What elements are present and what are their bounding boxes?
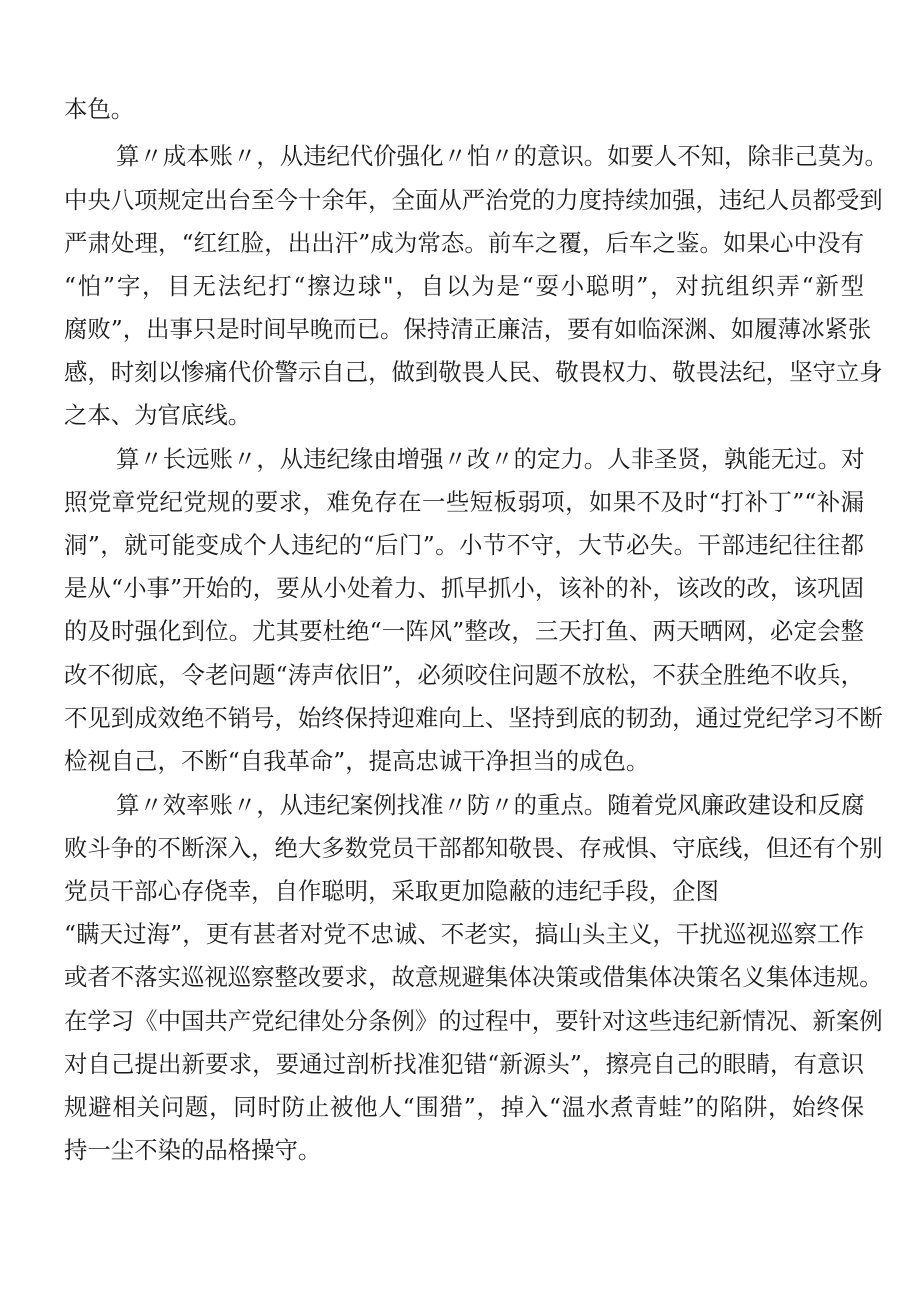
text-line: 算〃长远账〃，从违纪缘由增强〃改〃的定力。人非圣贤，孰能无过。对 <box>116 445 865 473</box>
text-line: 败斗争的不断深入，绝大多数党员干部都知敬畏、存戒惧、守底线，但还有个别 <box>64 834 883 862</box>
text-line: 党员干部心存侥幸，自作聪明，采取更加隐蔽的违纪手段，企图 <box>64 877 719 905</box>
text-line: 持一尘不染的品格操守。 <box>64 1136 322 1164</box>
text-line: 检视自己，不断“自我革命”，提高忠诚干净担当的成色。 <box>64 747 650 775</box>
text-line: 算〃效率账〃，从违纪案例找准〃防〃的重点。随着党风廉政建设和反腐 <box>116 791 865 819</box>
text-line: 腐败”，出事只是时间早晚而已。保持清正廉洁，要有如临深渊、如履薄冰紧张 <box>64 315 872 343</box>
text-line: 洞”，就可能变成个人违纪的“后门”。小节不守，大节必失。干部违纪往往都 <box>64 531 864 559</box>
text-line: 规避相关问题，同时防止被他人“围猎”，掉入“温水煮青蛙”的陷阱，始终保 <box>64 1093 864 1121</box>
text-line: 对自己提出新要求，要通过剖析找准犯错“新源头”，擦亮自己的眼睛，有意识 <box>64 1050 864 1078</box>
text-line: 的及时强化到位。尤其要杜绝“一阵风”整改，三天打鱼、两天晒网，必定会整 <box>64 617 864 645</box>
text-line: 之本、为官底线。 <box>64 401 252 429</box>
text-line: 照党章党纪党规的要求，难免存在一些短板弱项，如果不及时“打补丁”“补漏 <box>64 488 864 516</box>
text-line: “瞒天过海”，更有甚者对党不忠诚、不老实，搞山头主义，干扰巡视巡察工作 <box>64 920 864 948</box>
text-line: “怕”字，目无法纪打“擦边球"，自以为是“耍小聪明”，对抗组织弄“新型 <box>64 272 864 300</box>
text-line: 是从“小事”开始的，要从小处着力、抓早抓小，该补的补，该改的改，该巩固 <box>64 574 864 602</box>
text-line: 中央八项规定出台至今十余年，全面从严治党的力度持续加强，违纪人员都受到 <box>64 186 883 214</box>
text-line: 改不彻底，令老问题“涛声依旧”，必须咬住问题不放松，不获全胜绝不收兵， <box>64 661 864 689</box>
text-line: 算〃成本账〃，从违纪代价强化〃怕〃的意识。如要人不知，除非己莫为。 <box>116 142 888 170</box>
text-line: 感，时刻以惨痛代价警示自己，做到敬畏人民、敬畏权力、敬畏法纪，坚守立身 <box>64 358 883 386</box>
text-line: 在学习《中国共产党纪律处分条例》的过程中，要针对这些违纪新情况、新案例 <box>64 1007 883 1035</box>
text-line: 不见到成效绝不销号，始终保持迎难向上、坚持到底的韧劲，通过党纪学习不断 <box>64 704 883 732</box>
text-line: 或者不落实巡视巡察整改要求，故意规避集体决策或借集体决策名义集体违规。 <box>64 963 883 991</box>
text-line: 本色。 <box>64 95 135 123</box>
text-line: 严肃处理，“红红脸，出出汗”成为常态。前车之覆，后车之鉴。如果心中没有 <box>64 229 864 257</box>
